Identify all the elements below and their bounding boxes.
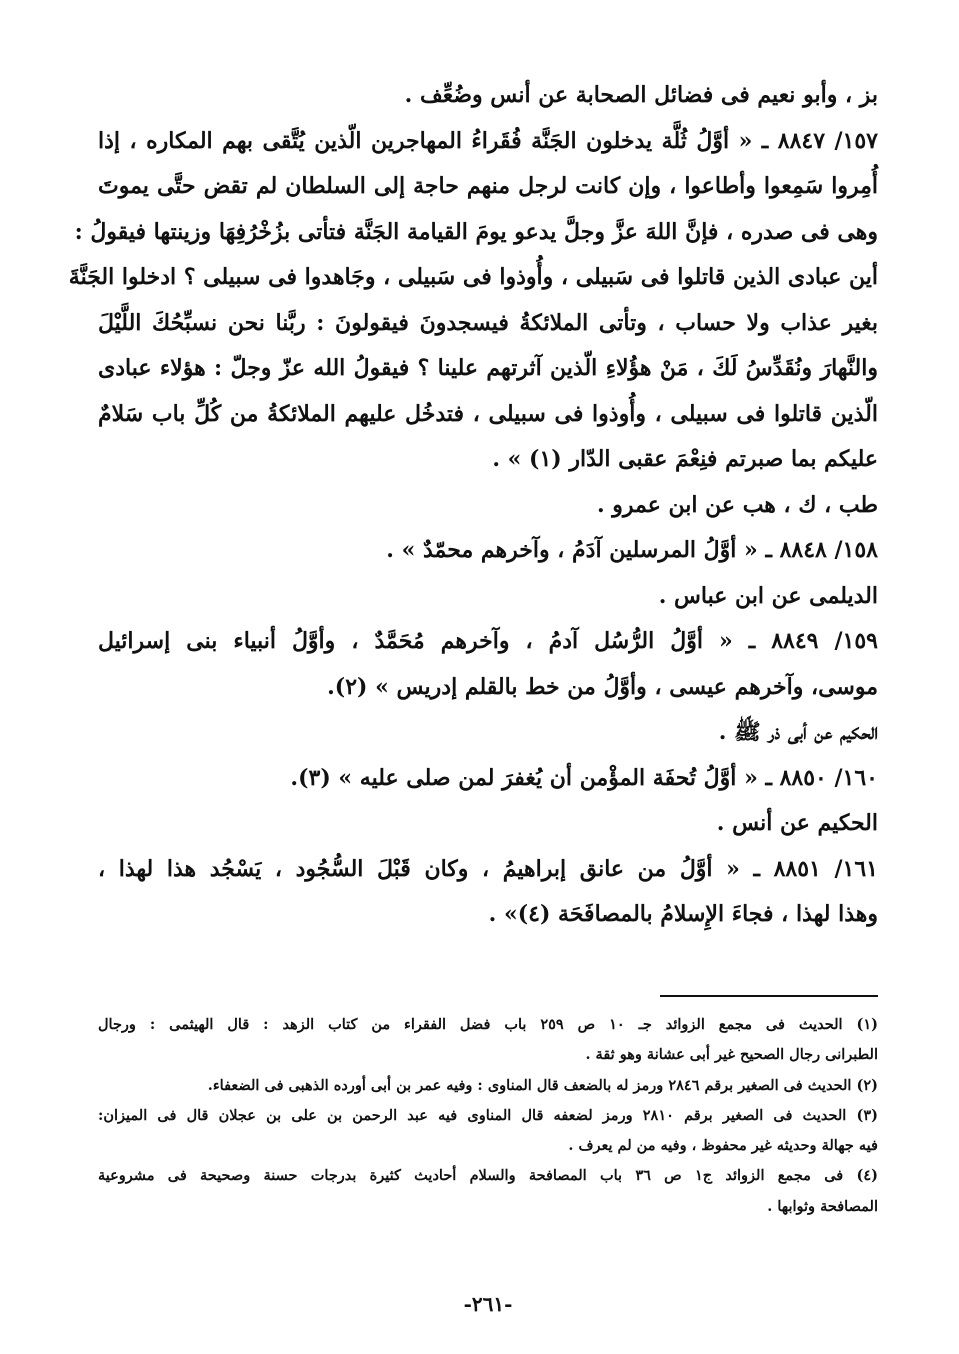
- text-line: والنَّهارَ ونُقَدِّسُ لَكَ ، مَنْ هؤُلاءِ الّذين آثرتهم علينا ؟ فيقولُ الله عزّ وجلّ : هؤلاء عبادى: [98, 355, 878, 381]
- footnote-divider: [660, 995, 878, 997]
- hadith-8847-line: ١٥٧/ ٨٨٤٧ ـ « أوَّلُ ثُلَّة يدخلون الجَنَّة فُقَراءُ المهاجرين الّذين يُتَّقى بهم المكاره ، إذا: [98, 127, 878, 154]
- text-line: موسى، وآخرهم عيسى ، وأوَّلُ من خط بالقلم إدريس » (٢).: [327, 673, 878, 700]
- text-line: بغير عذاب ولا حساب ، وتأتى الملائكةُ فيسجدونَ فيقولونَ : ربَّنا نحن نسبِّحُكَ اللَّيْلَ: [98, 309, 878, 336]
- text-line: وهى فى صدره ، فإنَّ اللهَ عزَّ وجلَّ يدعو يومَ القيامة الجَنَّة فتأتى بزُخْرُفِهَا وزينتها فيقولُ :: [74, 218, 878, 245]
- footnote-line: (٤) فى مجمع الزوائد ج١ ص ٣٦ باب المصافحة والسلام أحاديث كثيرة بدرجات حسنة وصحيحة فى مشروعية: [98, 1167, 878, 1185]
- hadith-8849-line: ١٥٩/ ٨٨٤٩ ـ « أوَّلُ الرُّسُل آدمُ ، وآخرهم مُحَمَّدٌ ، وأوَّلُ أنبياء بنى إسرائيل: [98, 628, 878, 654]
- source-line: طب ، ك ، هب عن ابن عمرو .: [596, 491, 878, 518]
- hadith-8850-line: ١٦٠/ ٨٨٥٠ ـ « أوَّلُ تُحفَة المؤْمن أن يُغفرَ لمن صلى عليه » (٣).: [290, 764, 878, 791]
- footnote-line: (٢) الحديث فى الصغير برقم ٢٨٤٦ ورمز له بالضعف قال المناوى : وفيه عمر بن أبى أورده الذهبى فى الضعفاء.: [207, 1076, 878, 1094]
- page-number: -٢٦١-: [463, 1292, 513, 1316]
- source-line: الحكيم عن أنس .: [716, 810, 878, 836]
- text-line: عليكم بما صبرتم فنِعْمَ عقبى الدّار (١) » .: [492, 446, 878, 472]
- text-line: وهذا لهذا ، فجاءَ الإِسلامُ بالمصافَحَة (٤)» .: [488, 901, 878, 927]
- footnotes: [98, 1015, 878, 1227]
- hadith-8848-line: ١٥٨/ ٨٨٤٨ ـ « أوَّلُ المرسلين آدَمُ ، وآخرهم محمّدٌ » .: [386, 537, 878, 563]
- text-line: أُمِروا سَمِعوا وأطاعوا ، وإن كانت لرجل منهم حاجة إلى السلطان لم تقض حتَّى يموتَ: [98, 173, 878, 199]
- main-text: [68, 80, 878, 929]
- text-line: أين عبادى الذين قاتلوا فى سَبيلى ، وأُوذوا فى سَبيلى ، وجَاهدوا فى سبيلى ؟ ادخلوا الجَنَّةَ: [68, 264, 878, 290]
- footnote-line: الطبرانى رجال الصحيح غير أبى عشانة وهو ثقة .: [585, 1046, 878, 1064]
- source-line: الحكيم عن أبى ذر ﷺ .: [718, 719, 878, 745]
- footnote-line: (١) الحديث فى مجمع الزوائد جـ ١٠ ص ٢٥٩ باب فضل الفقراء من كتاب الزهد : قال الهيثمى : ورجال: [98, 1016, 878, 1033]
- text-line: بز ، وأبو نعيم فى فضائل الصحابة عن أنس وضُعِّف .: [404, 82, 878, 108]
- footnote-line: (٣) الحديث فى الصغير برقم ٢٨١٠ ورمز لضعفه قال المناوى فيه عبد الرحمن بن على بن عجلان قال فى الميزان:: [98, 1106, 878, 1124]
- source-line: الديلمى عن ابن عباس .: [658, 582, 878, 609]
- hadith-8851-line: ١٦١/ ٨٨٥١ ـ « أوَّلُ من عانق إبراهيمُ ، وكان قَبْلَ السُّجُود ، يَسْجُد هذا لهذا ،: [98, 855, 878, 882]
- footnote-line: فيه جهالة وحديثه غير محفوظ ، وفيه من لم يعرف .: [568, 1137, 878, 1155]
- text-line: الّذين قاتلوا فى سبيلى ، وأُوذوا فى سبيلى ، فتدخُل عليهم الملائكةُ من كُلِّ باب سَلامٌ: [98, 400, 878, 427]
- book-page: [68, 80, 878, 1320]
- footnote-line: المصافحة وثوابها .: [767, 1197, 878, 1215]
